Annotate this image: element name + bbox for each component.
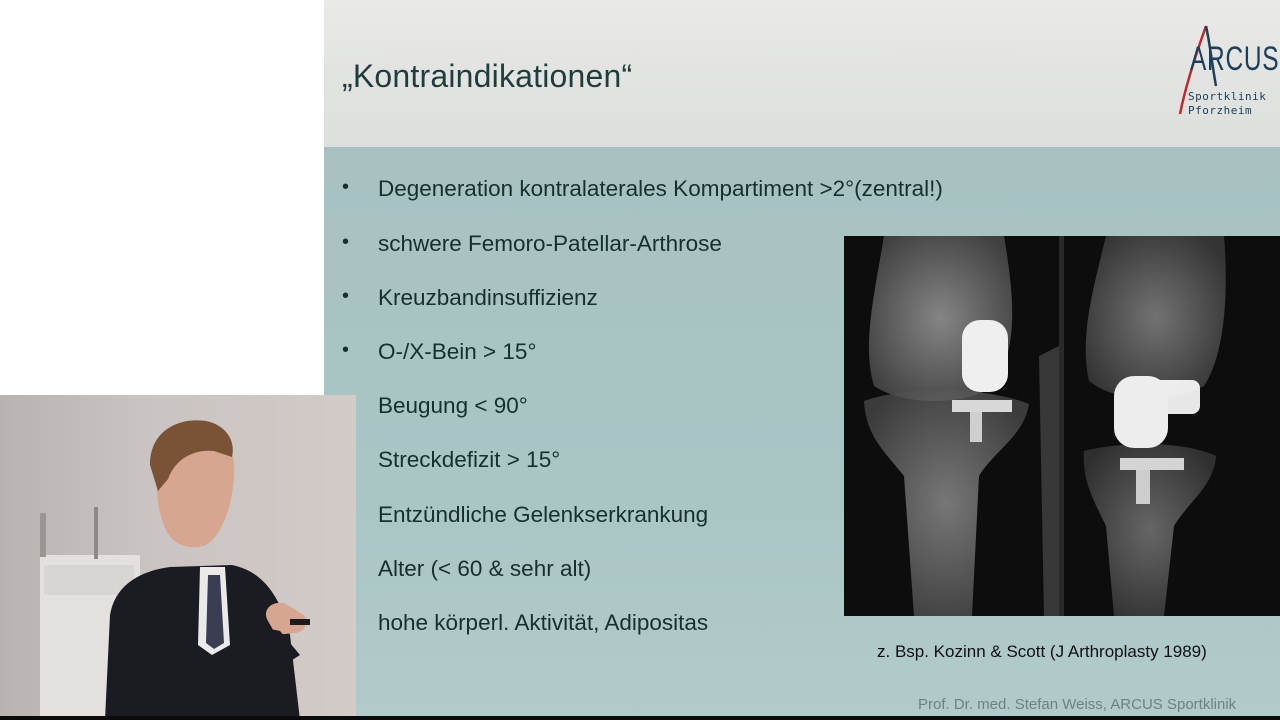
xray-divider: [1059, 236, 1064, 616]
image-caption: z. Bsp. Kozinn & Scott (J Arthroplasty 1989): [877, 642, 1207, 661]
bullet-text: Alter (< 60 & sehr alt): [378, 556, 592, 581]
bullet-text: O-/X-Bein > 15°: [378, 339, 537, 364]
bullet-marker: •: [342, 339, 350, 361]
slide-header: [324, 0, 1280, 147]
blank-area: [0, 0, 324, 395]
bullet-text: Beugung < 90°: [378, 393, 528, 418]
presentation-slide: [324, 0, 1280, 720]
bullet-marker: •: [342, 285, 350, 307]
bullet-text: schwere Femoro-Patellar-Arthrose: [378, 231, 722, 256]
knee-xray-image: [844, 236, 1280, 616]
bullet-text: Entzündliche Gelenkserkrankung: [378, 502, 709, 527]
arcus-logo: [1176, 24, 1280, 120]
bullet-item: [342, 176, 1102, 206]
presenter-illustration: [0, 395, 356, 720]
bullet-text: Streckdefizit > 15°: [378, 447, 561, 472]
bullet-marker: •: [342, 231, 350, 253]
logo-name: ARCUS: [1190, 40, 1280, 78]
video-bottom-bar: [0, 716, 1280, 720]
bullet-marker: •: [342, 176, 350, 198]
bullet-text: hohe körperl. Aktivität, Adipositas: [378, 610, 709, 635]
bullet-text: Kreuzbandinsuffizienz: [378, 285, 598, 310]
slide-title: „Kontraindikationen“: [342, 58, 633, 94]
logo-subtitle-2: Pforzheim: [1188, 104, 1253, 117]
bullet-text: Degeneration kontralaterales Kompartiment >2°(zentral!): [378, 176, 943, 201]
presenter-video: [0, 395, 356, 720]
logo-subtitle-1: Sportklinik: [1188, 90, 1267, 103]
slide-footer: Prof. Dr. med. Stefan Weiss, ARCUS Sportklinik: [918, 696, 1237, 713]
